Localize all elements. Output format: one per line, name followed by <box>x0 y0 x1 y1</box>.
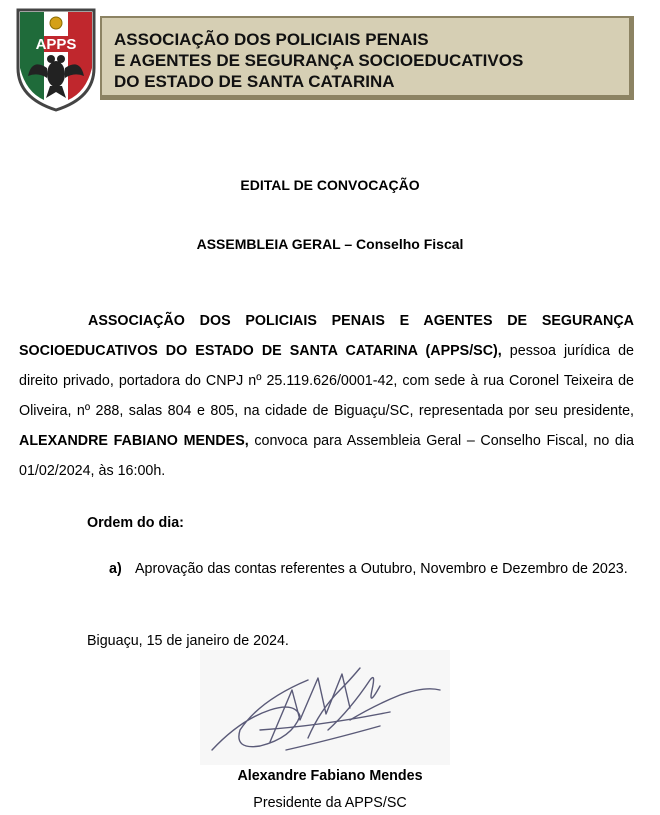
organization-bold: ASSOCIAÇÃO DOS POLICIAIS PENAIS E AGENTES DE SEGURANÇA SOCIOEDUCATIVOS DO ESTADO DE SANTA CATARINA (APPS/SC), <box>19 313 634 359</box>
organization-name <box>114 29 523 92</box>
place-date: Biguaçu, 15 de janeiro de 2024. <box>87 633 289 649</box>
header-banner <box>100 16 634 100</box>
signer-name: Alexandre Fabiano Mendes <box>237 768 423 784</box>
org-line-1: ASSOCIAÇÃO DOS POLICIAIS PENAIS <box>114 30 429 49</box>
signature-image <box>200 650 450 765</box>
convocation-paragraph <box>19 306 634 486</box>
document-title: EDITAL DE CONVOCAÇÃO <box>240 177 420 193</box>
document-subtitle: ASSEMBLEIA GERAL – Conselho Fiscal <box>196 236 464 252</box>
agenda-item-marker: a) <box>109 561 122 577</box>
signer-role: Presidente da APPS/SC <box>253 795 407 811</box>
agenda-label: Ordem do dia: <box>87 515 184 531</box>
body-text-1: pessoa jurídica de direito privado, portadora do CNPJ nº 25.119.626/0001-42, com sede à rua Coronel Teixeira de Oliveira, nº 288, salas 804 e 805, na cidade de Biguaçu/SC, representada por seu presidente, <box>19 343 634 419</box>
president-bold: ALEXANDRE FABIANO MENDES, <box>19 433 249 449</box>
org-line-2: E AGENTES DE SEGURANÇA SOCIOEDUCATIVOS <box>114 51 524 70</box>
svg-text:APPS: APPS <box>35 36 77 53</box>
body-text-2: convoca para Assembleia Geral – Conselho Fiscal, no dia 01/02/2024, às 16:00h. <box>19 433 634 479</box>
org-line-3: DO ESTADO DE SANTA CATARINA <box>114 72 395 91</box>
agenda-item-text: Aprovação das contas referentes a Outubro, Novembro e Dezembro de 2023. <box>135 561 628 577</box>
apps-logo-icon <box>14 6 98 114</box>
